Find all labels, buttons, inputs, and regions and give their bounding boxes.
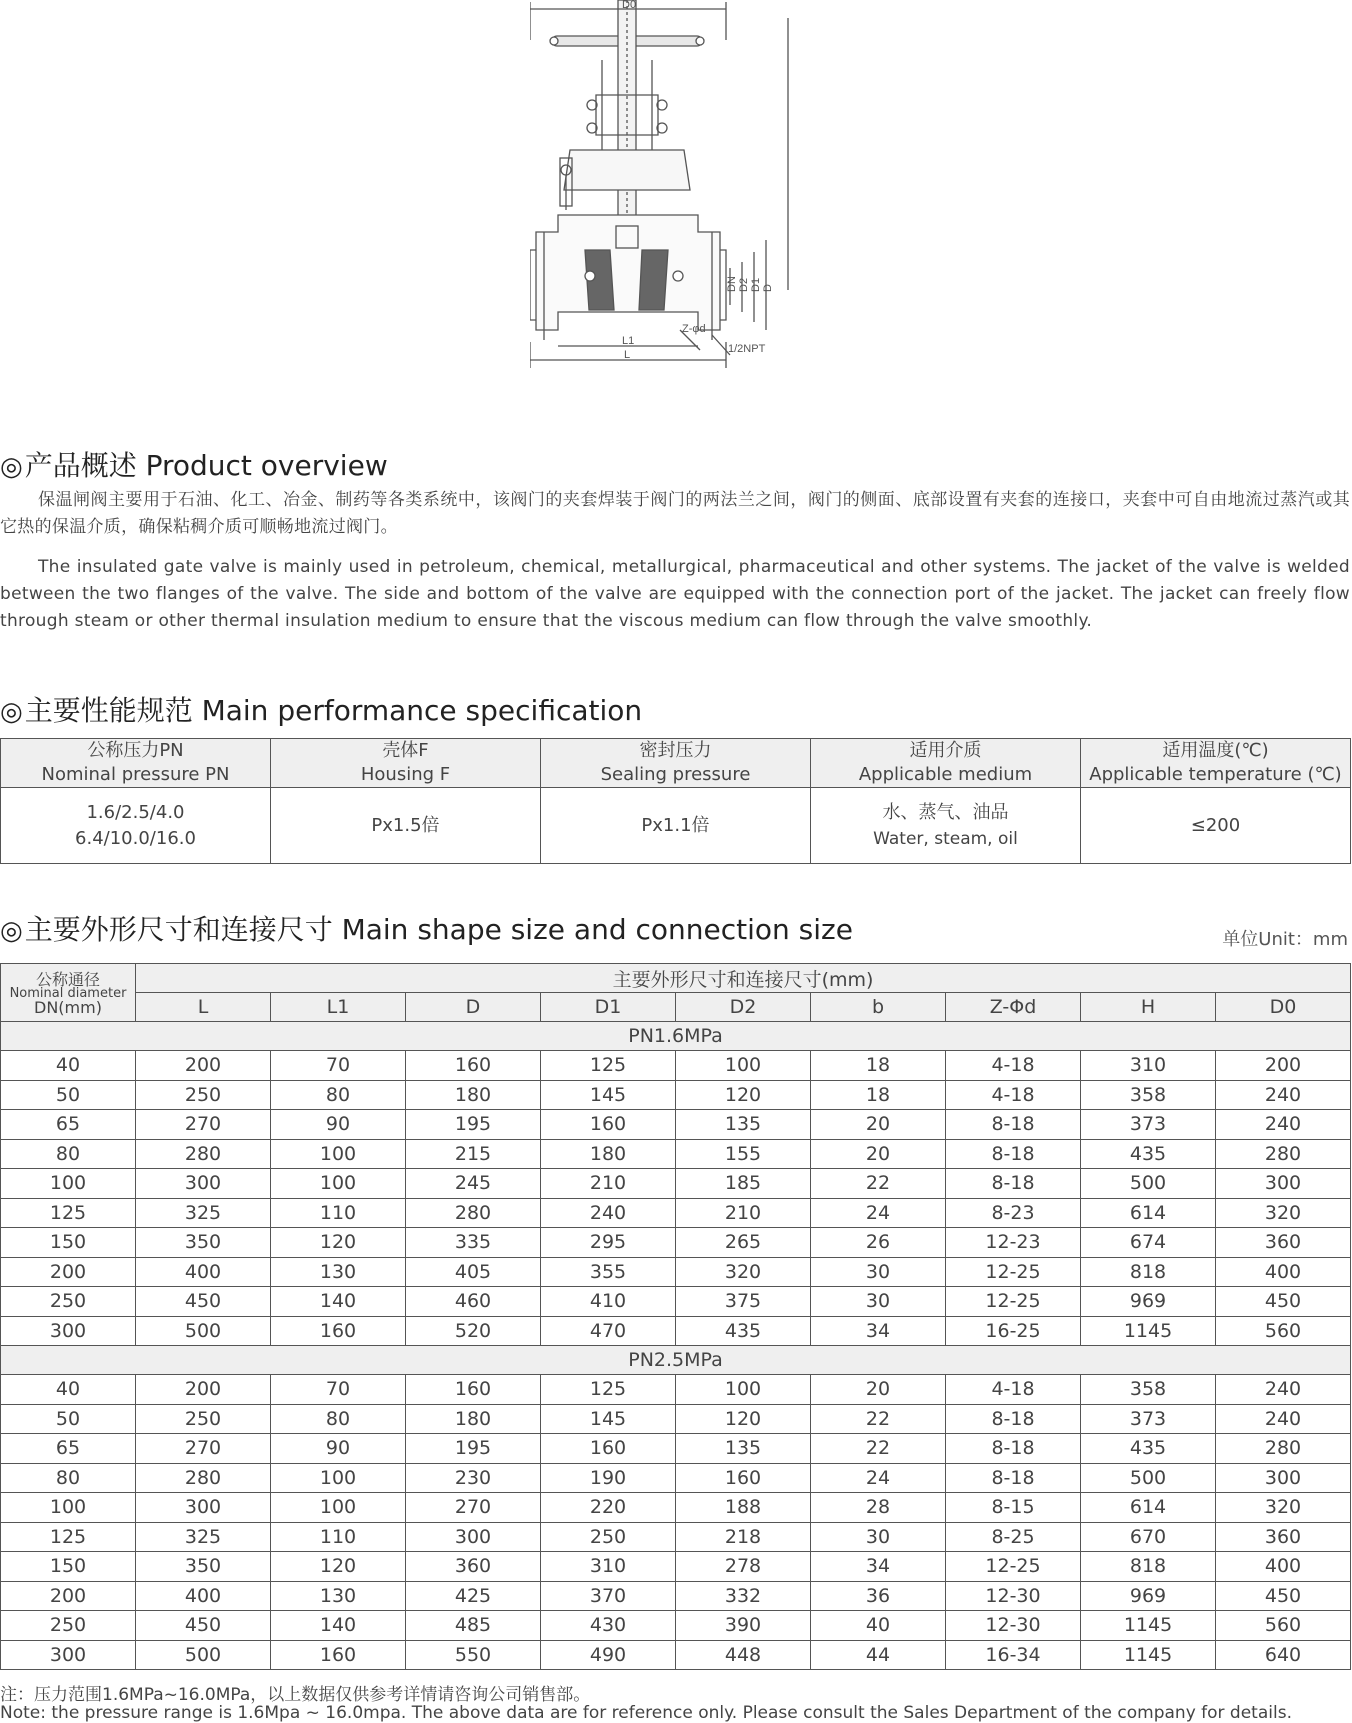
- table-cell: 818: [1081, 1257, 1216, 1287]
- column-header: L1: [271, 993, 406, 1022]
- table-cell: 140: [271, 1287, 406, 1317]
- table-cell: 310: [1081, 1051, 1216, 1081]
- table-cell: 30: [811, 1522, 946, 1552]
- table-cell: 485: [406, 1611, 541, 1641]
- table-cell: 265: [676, 1228, 811, 1258]
- table-cell: 332: [676, 1581, 811, 1611]
- table-cell: 150: [1, 1228, 136, 1258]
- table-cell: 320: [1216, 1493, 1351, 1523]
- table-cell: 969: [1081, 1581, 1216, 1611]
- table-cell: 8-18: [946, 1404, 1081, 1434]
- table-cell: 180: [541, 1139, 676, 1169]
- table-cell: 280: [1216, 1139, 1351, 1169]
- column-header: D1: [541, 993, 676, 1022]
- header-dn: 公称通径 Nominal diameter DN(mm): [1, 964, 136, 1022]
- table-cell: 320: [1216, 1198, 1351, 1228]
- table-cell: 150: [1, 1552, 136, 1582]
- table-cell: 16-25: [946, 1316, 1081, 1346]
- table-cell: 640: [1216, 1640, 1351, 1670]
- table-row: [1, 1522, 1351, 1552]
- table-cell: 24: [811, 1463, 946, 1493]
- table-row: [1, 1404, 1351, 1434]
- column-header: Z-Φd: [946, 993, 1081, 1022]
- table-cell: 270: [136, 1110, 271, 1140]
- table-cell: 4-18: [946, 1051, 1081, 1081]
- dimensions-header-row-1: [1, 964, 1351, 993]
- table-cell: 195: [406, 1434, 541, 1464]
- cell-sealing: Px1.1倍: [541, 788, 811, 864]
- table-cell: 450: [1216, 1287, 1351, 1317]
- table-cell: 435: [1081, 1139, 1216, 1169]
- table-cell: 460: [406, 1287, 541, 1317]
- table-cell: 614: [1081, 1198, 1216, 1228]
- table-cell: 300: [136, 1169, 271, 1199]
- table-cell: 8-25: [946, 1522, 1081, 1552]
- table-cell: 670: [1081, 1522, 1216, 1552]
- table-cell: 250: [1, 1611, 136, 1641]
- table-row: [1, 1463, 1351, 1493]
- table-cell: 280: [136, 1139, 271, 1169]
- table-cell: 215: [406, 1139, 541, 1169]
- label-d0: D0: [622, 0, 637, 11]
- column-header: D2: [676, 993, 811, 1022]
- table-cell: 1145: [1081, 1611, 1216, 1641]
- label-d: D: [762, 284, 774, 292]
- table-cell: 360: [1216, 1522, 1351, 1552]
- table-cell: 818: [1081, 1552, 1216, 1582]
- bullet-icon: ◎: [0, 916, 23, 946]
- table-cell: 120: [676, 1080, 811, 1110]
- table-cell: 22: [811, 1434, 946, 1464]
- table-cell: 18: [811, 1080, 946, 1110]
- table-cell: 4-18: [946, 1375, 1081, 1405]
- table-cell: 300: [406, 1522, 541, 1552]
- table-cell: 100: [271, 1139, 406, 1169]
- table-cell: 405: [406, 1257, 541, 1287]
- table-cell: 278: [676, 1552, 811, 1582]
- table-cell: 185: [676, 1169, 811, 1199]
- overview-heading: ◎产品概述 Product overview: [0, 449, 388, 482]
- header-temperature: 适用温度(℃) Applicable temperature (℃): [1081, 739, 1351, 788]
- table-cell: 240: [541, 1198, 676, 1228]
- table-cell: 125: [541, 1051, 676, 1081]
- table-cell: 200: [136, 1051, 271, 1081]
- table-cell: 355: [541, 1257, 676, 1287]
- table-row: [1, 1316, 1351, 1346]
- table-cell: 435: [676, 1316, 811, 1346]
- table-cell: 155: [676, 1139, 811, 1169]
- table-cell: 125: [541, 1375, 676, 1405]
- group-row: [1, 1346, 1351, 1375]
- table-cell: 300: [1216, 1169, 1351, 1199]
- table-cell: 270: [406, 1493, 541, 1523]
- table-cell: 145: [541, 1404, 676, 1434]
- table-cell: 100: [676, 1051, 811, 1081]
- overview-paragraph-en: The insulated gate valve is mainly used in petroleum, chemical, metallurgical, pharmaceutical and other systems. The jacket of the valve is welded between the two flanges of the valve. The side and bottom of the valve are equipped with the connection port of the jacket. The jacket can freely flow through steam or other thermal insulation medium to ensure that the viscous medium can flow through the valve smoothly.: [0, 557, 1350, 631]
- table-cell: 100: [1, 1169, 136, 1199]
- table-cell: 8-18: [946, 1139, 1081, 1169]
- table-cell: 120: [271, 1228, 406, 1258]
- table-row: [1, 1287, 1351, 1317]
- table-cell: 320: [676, 1257, 811, 1287]
- table-cell: 400: [1216, 1257, 1351, 1287]
- table-row: [1, 1611, 1351, 1641]
- table-cell: 100: [271, 1463, 406, 1493]
- table-cell: 300: [1216, 1463, 1351, 1493]
- table-cell: 160: [271, 1640, 406, 1670]
- table-cell: 125: [1, 1522, 136, 1552]
- table-cell: 250: [541, 1522, 676, 1552]
- table-cell: 16-34: [946, 1640, 1081, 1670]
- table-cell: 90: [271, 1434, 406, 1464]
- table-cell: 40: [1, 1375, 136, 1405]
- table-cell: 325: [136, 1198, 271, 1228]
- table-row: [1, 1198, 1351, 1228]
- table-cell: 80: [1, 1139, 136, 1169]
- table-cell: 44: [811, 1640, 946, 1670]
- table-cell: 180: [406, 1080, 541, 1110]
- header-housing: 壳体F Housing F: [271, 739, 541, 788]
- table-cell: 250: [136, 1080, 271, 1110]
- table-cell: 80: [271, 1404, 406, 1434]
- table-cell: 100: [271, 1169, 406, 1199]
- table-cell: 250: [136, 1404, 271, 1434]
- table-cell: 210: [676, 1198, 811, 1228]
- table-cell: 200: [1, 1581, 136, 1611]
- header-sealing: 密封压力 Sealing pressure: [541, 739, 811, 788]
- table-cell: 8-18: [946, 1463, 1081, 1493]
- note-cn: 注：压力范围1.6MPa~16.0MPa，以上数据仅供参考详情请咨询公司销售部。: [0, 1685, 591, 1705]
- table-cell: 373: [1081, 1404, 1216, 1434]
- table-cell: 360: [1216, 1228, 1351, 1258]
- table-cell: 20: [811, 1375, 946, 1405]
- dimensions-table: [0, 963, 1351, 1670]
- table-cell: 160: [406, 1051, 541, 1081]
- table-cell: 20: [811, 1110, 946, 1140]
- column-header: D0: [1216, 993, 1351, 1022]
- table-cell: 40: [1, 1051, 136, 1081]
- table-cell: 70: [271, 1375, 406, 1405]
- table-cell: 490: [541, 1640, 676, 1670]
- table-cell: 160: [541, 1110, 676, 1140]
- table-row: [1, 1640, 1351, 1670]
- table-cell: 195: [406, 1110, 541, 1140]
- table-cell: 34: [811, 1552, 946, 1582]
- table-cell: 435: [1081, 1434, 1216, 1464]
- table-cell: 375: [676, 1287, 811, 1317]
- table-cell: 245: [406, 1169, 541, 1199]
- table-cell: 12-25: [946, 1552, 1081, 1582]
- table-row: [1, 1228, 1351, 1258]
- table-cell: 390: [676, 1611, 811, 1641]
- table-cell: 325: [136, 1522, 271, 1552]
- table-cell: 28: [811, 1493, 946, 1523]
- label-d1: D1: [750, 277, 762, 292]
- column-header: b: [811, 993, 946, 1022]
- table-row: [1, 1169, 1351, 1199]
- table-cell: 220: [541, 1493, 676, 1523]
- table-cell: 614: [1081, 1493, 1216, 1523]
- table-cell: 8-18: [946, 1169, 1081, 1199]
- table-cell: 969: [1081, 1287, 1216, 1317]
- table-cell: 250: [1, 1287, 136, 1317]
- label-l: L: [624, 349, 631, 361]
- table-cell: 100: [271, 1493, 406, 1523]
- header-medium: 适用介质 Applicable medium: [811, 739, 1081, 788]
- performance-header-row: [1, 739, 1351, 788]
- dimensions-heading: ◎主要外形尺寸和连接尺寸 Main shape size and connection size: [0, 913, 853, 946]
- valve-drawing: [530, 0, 820, 375]
- table-cell: 295: [541, 1228, 676, 1258]
- unit-label: 单位Unit：mm: [1222, 929, 1348, 950]
- table-cell: 280: [1216, 1434, 1351, 1464]
- table-cell: 50: [1, 1080, 136, 1110]
- table-cell: 120: [676, 1404, 811, 1434]
- table-cell: 190: [541, 1463, 676, 1493]
- table-cell: 20: [811, 1139, 946, 1169]
- table-cell: 500: [136, 1640, 271, 1670]
- table-cell: 358: [1081, 1375, 1216, 1405]
- table-cell: 8-18: [946, 1110, 1081, 1140]
- table-cell: 1145: [1081, 1316, 1216, 1346]
- table-cell: 240: [1216, 1404, 1351, 1434]
- table-row: [1, 1375, 1351, 1405]
- table-cell: 410: [541, 1287, 676, 1317]
- table-cell: 1145: [1081, 1640, 1216, 1670]
- table-cell: 24: [811, 1198, 946, 1228]
- header-nominal-pressure: 公称压力PN Nominal pressure PN: [1, 739, 271, 788]
- performance-heading: ◎主要性能规范 Main performance specification: [0, 694, 643, 727]
- table-cell: 30: [811, 1287, 946, 1317]
- table-cell: 520: [406, 1316, 541, 1346]
- table-cell: 230: [406, 1463, 541, 1493]
- table-cell: 130: [271, 1257, 406, 1287]
- table-cell: 70: [271, 1051, 406, 1081]
- table-cell: 22: [811, 1169, 946, 1199]
- table-cell: 4-18: [946, 1080, 1081, 1110]
- table-cell: 425: [406, 1581, 541, 1611]
- cell-housing: Px1.5倍: [271, 788, 541, 864]
- table-cell: 300: [1, 1640, 136, 1670]
- table-cell: 125: [1, 1198, 136, 1228]
- table-cell: 12-23: [946, 1228, 1081, 1258]
- table-cell: 360: [406, 1552, 541, 1582]
- table-cell: 350: [136, 1552, 271, 1582]
- table-cell: 30: [811, 1257, 946, 1287]
- table-cell: 430: [541, 1611, 676, 1641]
- label-l1: L1: [622, 335, 635, 347]
- table-cell: 36: [811, 1581, 946, 1611]
- table-cell: 270: [136, 1434, 271, 1464]
- cell-temp: ≤200: [1081, 788, 1351, 864]
- table-cell: 358: [1081, 1080, 1216, 1110]
- table-cell: 80: [271, 1080, 406, 1110]
- performance-table: [0, 738, 1351, 864]
- table-cell: 8-18: [946, 1434, 1081, 1464]
- column-header: H: [1081, 993, 1216, 1022]
- table-cell: 26: [811, 1228, 946, 1258]
- dimensions-header-row-2: [1, 993, 1351, 1022]
- column-header: L: [136, 993, 271, 1022]
- table-cell: 400: [1216, 1552, 1351, 1582]
- table-cell: 280: [136, 1463, 271, 1493]
- table-cell: 100: [676, 1375, 811, 1405]
- table-cell: 160: [541, 1434, 676, 1464]
- note-en: Note: the pressure range is 1.6Mpa ~ 16.0mpa. The above data are for reference only. Please consult the Sales Department of the company for details.: [0, 1703, 1292, 1723]
- label-npt: 1/2NPT: [728, 343, 766, 355]
- table-cell: 12-25: [946, 1287, 1081, 1317]
- table-cell: 370: [541, 1581, 676, 1611]
- table-cell: 450: [1216, 1581, 1351, 1611]
- table-cell: 22: [811, 1404, 946, 1434]
- table-cell: 12-25: [946, 1257, 1081, 1287]
- table-cell: 373: [1081, 1110, 1216, 1140]
- performance-data-row: [1, 788, 1351, 864]
- table-cell: 218: [676, 1522, 811, 1552]
- table-cell: 450: [136, 1287, 271, 1317]
- bullet-icon: ◎: [0, 697, 23, 727]
- table-row: [1, 1434, 1351, 1464]
- table-row: [1, 1110, 1351, 1140]
- table-cell: 400: [136, 1257, 271, 1287]
- table-row: [1, 1493, 1351, 1523]
- table-cell: 448: [676, 1640, 811, 1670]
- table-cell: 160: [676, 1463, 811, 1493]
- table-cell: 560: [1216, 1611, 1351, 1641]
- cell-pn: 1.6/2.5/4.0 6.4/10.0/16.0: [1, 788, 271, 864]
- table-cell: 300: [136, 1493, 271, 1523]
- table-cell: 200: [1216, 1051, 1351, 1081]
- table-row: [1, 1581, 1351, 1611]
- table-cell: 310: [541, 1552, 676, 1582]
- table-cell: 12-30: [946, 1581, 1081, 1611]
- table-cell: 350: [136, 1228, 271, 1258]
- table-cell: 500: [1081, 1169, 1216, 1199]
- table-cell: 40: [811, 1611, 946, 1641]
- table-cell: 240: [1216, 1080, 1351, 1110]
- group-label: PN1.6MPa: [1, 1022, 1351, 1051]
- table-cell: 470: [541, 1316, 676, 1346]
- header-group: 主要外形尺寸和连接尺寸(mm): [136, 964, 1351, 993]
- table-cell: 450: [136, 1611, 271, 1641]
- table-cell: 200: [1, 1257, 136, 1287]
- table-cell: 120: [271, 1552, 406, 1582]
- table-cell: 674: [1081, 1228, 1216, 1258]
- table-cell: 8-23: [946, 1198, 1081, 1228]
- table-cell: 90: [271, 1110, 406, 1140]
- label-dn: DN: [726, 276, 738, 292]
- table-cell: 180: [406, 1404, 541, 1434]
- table-cell: 160: [271, 1316, 406, 1346]
- table-cell: 65: [1, 1434, 136, 1464]
- table-cell: 8-15: [946, 1493, 1081, 1523]
- table-row: [1, 1080, 1351, 1110]
- table-row: [1, 1051, 1351, 1081]
- table-cell: 160: [406, 1375, 541, 1405]
- table-cell: 550: [406, 1640, 541, 1670]
- table-row: [1, 1139, 1351, 1169]
- table-cell: 280: [406, 1198, 541, 1228]
- label-z: Z-φd: [682, 323, 706, 335]
- bullet-icon: ◎: [0, 452, 23, 482]
- table-cell: 300: [1, 1316, 136, 1346]
- group-label: PN2.5MPa: [1, 1346, 1351, 1375]
- table-cell: 335: [406, 1228, 541, 1258]
- table-cell: 500: [136, 1316, 271, 1346]
- table-cell: 200: [136, 1375, 271, 1405]
- table-cell: 18: [811, 1051, 946, 1081]
- table-cell: 145: [541, 1080, 676, 1110]
- table-cell: 110: [271, 1198, 406, 1228]
- table-cell: 140: [271, 1611, 406, 1641]
- table-cell: 110: [271, 1522, 406, 1552]
- table-row: [1, 1552, 1351, 1582]
- table-cell: 240: [1216, 1375, 1351, 1405]
- cell-medium: 水、蒸气、油品 Water, steam, oil: [811, 788, 1081, 864]
- group-row: [1, 1022, 1351, 1051]
- table-cell: 12-30: [946, 1611, 1081, 1641]
- table-cell: 400: [136, 1581, 271, 1611]
- table-cell: 65: [1, 1110, 136, 1140]
- table-cell: 130: [271, 1581, 406, 1611]
- table-cell: 135: [676, 1110, 811, 1140]
- table-cell: 188: [676, 1493, 811, 1523]
- table-cell: 135: [676, 1434, 811, 1464]
- column-header: D: [406, 993, 541, 1022]
- table-cell: 210: [541, 1169, 676, 1199]
- table-cell: 500: [1081, 1463, 1216, 1493]
- table-cell: 240: [1216, 1110, 1351, 1140]
- table-cell: 80: [1, 1463, 136, 1493]
- table-row: [1, 1257, 1351, 1287]
- table-cell: 50: [1, 1404, 136, 1434]
- table-cell: 560: [1216, 1316, 1351, 1346]
- table-cell: 34: [811, 1316, 946, 1346]
- overview-paragraph-cn: 保温闸阀主要用于石油、化工、冶金、制药等各类系统中，该阀门的夹套焊装于阀门的两法兰之间，阀门的侧面、底部设置有夹套的连接口，夹套中可自由地流过蒸汽或其它热的保温介质，确保粘稠介质可顺畅地流过阀门。: [0, 490, 1350, 537]
- label-d2: D2: [738, 277, 750, 292]
- table-cell: 100: [1, 1493, 136, 1523]
